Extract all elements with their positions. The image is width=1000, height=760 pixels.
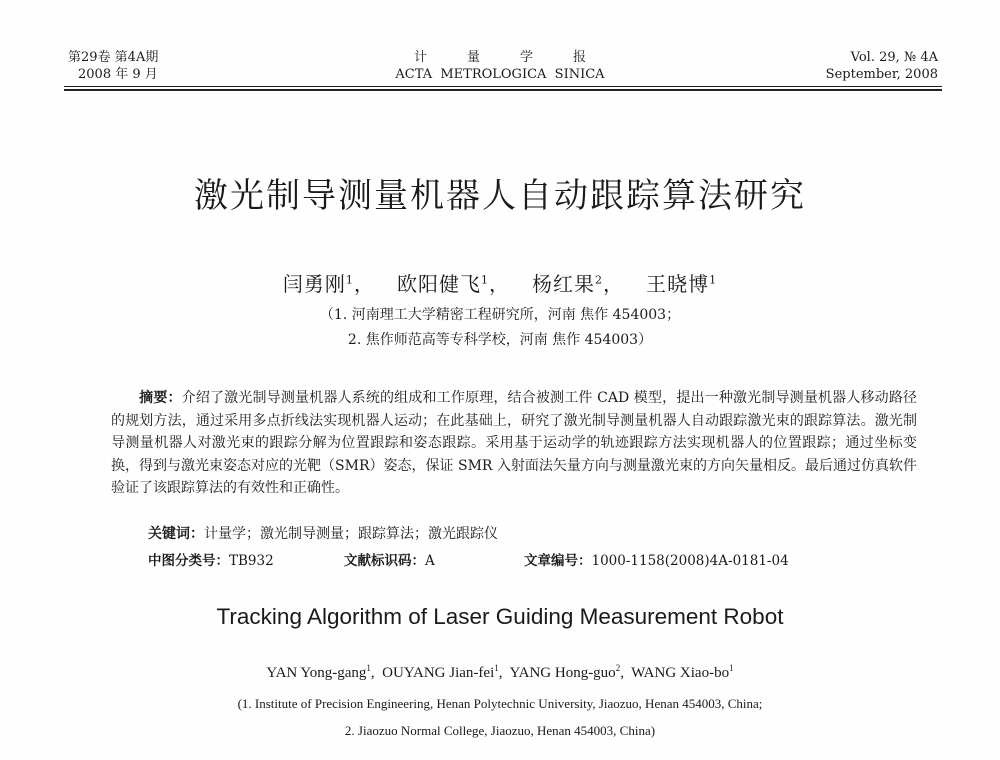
journal-en: ACTA METROLOGICA SINICA [395,67,605,82]
keywords-text: 计量学；激光制导测量；跟踪算法；激光跟踪仪 [204,526,498,542]
date-cn: 2008 年 9 月 [78,67,158,82]
header-rule-thin [64,86,942,87]
keywords-label: 关键词： [148,526,204,542]
affiliation-cn-2: 2. 焦作师范高等专科学校，河南 焦作 454003） [347,332,653,348]
volume-en: Vol. 29, № 4A [850,50,938,65]
header-rule-thick [64,89,942,91]
author-en: YANG Hong-guo$^2$ [509,663,621,681]
author-cn: 王晓博$^1$ [646,272,718,296]
author-en: OUYANG Jian-fei$^1$ [382,663,499,681]
author-list-cn: 闫勇刚$^1$， 欧阳健飞$^1$， 杨红果$^2$， 王晓博$^1$ [282,272,718,296]
classification-row [148,549,868,569]
affiliation-en-1: (1. Institute of Precision Engineering, Henan Polytechnic University, Jiaozuo, Henan 454003, China; [237,696,763,711]
paper-title-cn: 激光制导测量机器人自动跟踪算法研究 [194,176,806,216]
journal-cn: 计量学报 [413,50,626,65]
paper-title-en: Tracking Algorithm of Laser Guiding Measurement Robot [216,604,784,629]
date-en: September, 2008 [825,67,938,82]
keywords [148,523,498,543]
abstract-text: 介绍了激光制导测量机器人系统的组成和工作原理，结合被测工件 CAD 模型，提出一种激光制导测量机器人移动路径的规划方法，通过采用多点折线法实现机器人运动；在此基础上，研究了激光制导测量机器人自动跟踪激光束的跟踪算法。激光制导测量机器人对激光束的跟踪分解为位置跟踪和姿态跟踪。采用基于运动学的轨迹跟踪方法实现机器人的位置跟踪；通过坐标变换，得到与激光束姿态对应的光靶（SMR）姿态，保证 SMR 入射面法矢量方向与测量激光束的方向矢量相反。最后通过仿真软件验证了该跟踪算法的有效性和正确性。 [111,390,917,497]
document-code: 文献标识码：A [344,553,435,569]
affiliation-en-2: 2. Jiaozuo Normal College, Jiaozuo, Henan 454003, China) [344,723,656,738]
author-en: WANG Xiao-$bo^1$ [631,663,734,681]
clc-number: 中图分类号：TB932 [148,553,274,569]
affiliation-cn-1: （1. 河南理工大学精密工程研究所，河南 焦作 454003； [319,307,681,323]
article-number: 文章编号：1000-1158(2008)4A-0181-04 [524,553,789,569]
abstract-label: 摘要： [139,390,182,406]
author-list-en: YAN Yong-gang$^1$, OUYANG Jian-fei$^1$, YANG Hong-guo$^2$, WANG Xiao-$bo^1$ [266,663,734,681]
author-cn: 欧阳健飞$^1$ [396,272,489,296]
author-en: YAN Yong-gang$^1$ [266,663,371,681]
author-cn: 闫勇刚$^1$ [282,272,354,296]
author-cn: 杨红果$^2$ [532,272,604,296]
volume-cn: 第29卷 第4A期 [68,50,159,65]
abstract [111,387,917,500]
header-right [826,49,938,83]
